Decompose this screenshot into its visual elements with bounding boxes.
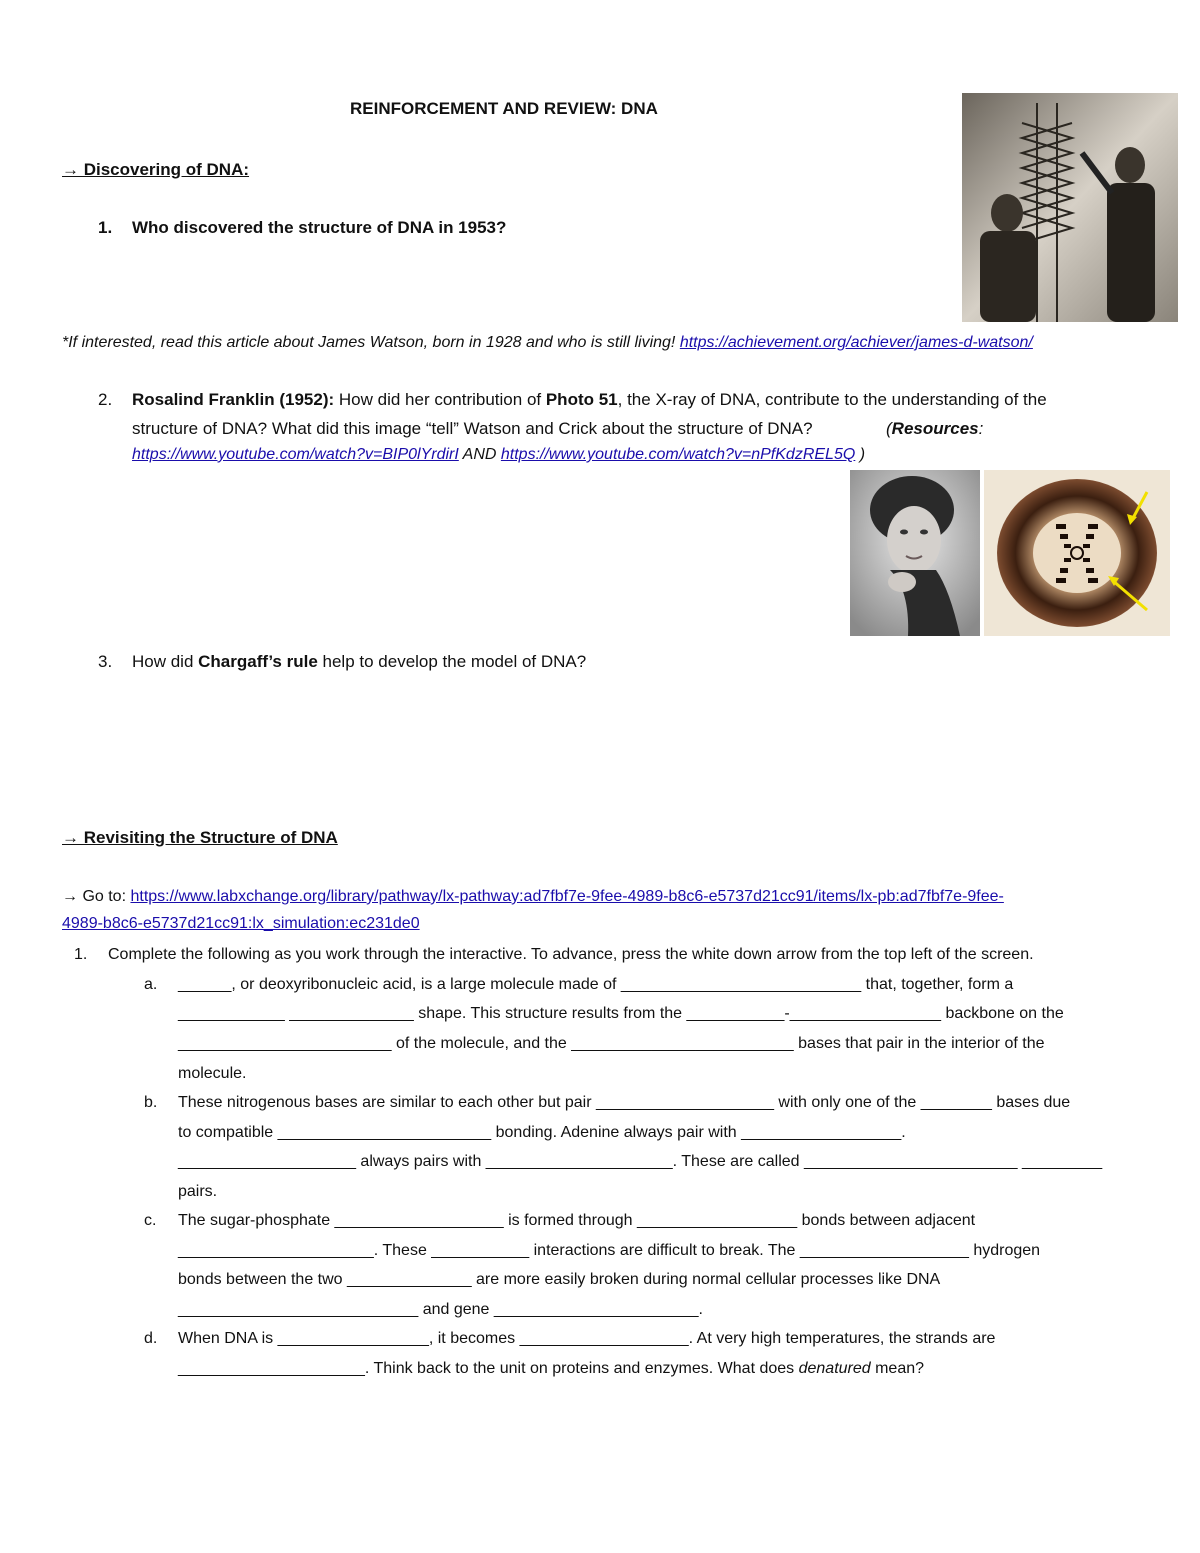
- q2-text-part2: , the X-ray of DNA, contribute to the understanding of the: [617, 390, 1047, 409]
- part-c-line-3: bonds between the two ______________ are more easily broken during normal cellular processes like DNA: [178, 1271, 941, 1288]
- rosalind-franklin-photo: [850, 470, 980, 636]
- part-a-label: a.: [144, 976, 158, 993]
- chargaff-rule-label: Chargaff’s rule: [198, 652, 318, 671]
- part-b-label: b.: [144, 1094, 158, 1111]
- youtube-link-1[interactable]: https://www.youtube.com/watch?v=BIP0lYrdirI: [132, 446, 459, 463]
- question-3-text: [132, 652, 586, 672]
- question-2-line1: [132, 390, 1047, 410]
- part-a-line-4: molecule.: [178, 1065, 247, 1082]
- goto-line-2: [62, 915, 420, 933]
- part-b-line-2: to compatible ________________________ bonding. Adenine always pair with __________________.: [178, 1124, 906, 1141]
- part-d-line-1: When DNA is _________________, it becomes ___________________. At very high temperatures, the strands are: [178, 1330, 996, 1347]
- page-title: REINFORCEMENT AND REVIEW: DNA: [350, 99, 658, 118]
- resources-word: Resources: [891, 419, 979, 438]
- watson-crick-photo: [962, 93, 1178, 322]
- q2-text-part1: How did her contribution of: [334, 390, 546, 409]
- question-2-number: 2.: [98, 390, 113, 409]
- part-d-line-2: [178, 1360, 924, 1378]
- question-3-number: 3.: [98, 652, 113, 671]
- goto-label: → Go to:: [62, 888, 131, 905]
- part-c-line-4: ___________________________ and gene _______________________.: [178, 1301, 703, 1318]
- q3-text-part1: How did: [132, 652, 199, 671]
- item-1-text: Complete the following as you work through the interactive. To advance, press the white down arrow from the top left of the screen.: [108, 946, 1034, 963]
- part-c-line-1: The sugar-phosphate ___________________ is formed through __________________ bonds between adjacent: [178, 1212, 976, 1229]
- resources-label: [886, 419, 983, 439]
- resources-close-paren: ): [855, 446, 866, 463]
- resources-open-paren: (: [886, 419, 892, 438]
- section-heading-revisiting: → Revisiting the Structure of DNA: [62, 828, 338, 847]
- rosalind-franklin-label: Rosalind Franklin (1952):: [132, 390, 335, 409]
- labxchange-link[interactable]: https://www.labxchange.org/library/pathway/lx-pathway:ad7fbf7e-9fee-4989-b8c6-e5737d21cc91/items/lx-pb:ad7fbf7e-9fee-: [130, 888, 1004, 905]
- question-1-number: 1.: [98, 218, 113, 237]
- part-a-line-2: ____________ ______________ shape. This structure results from the ___________-_________________ backbone on the: [178, 1005, 1064, 1022]
- question-2-links: [132, 446, 865, 464]
- photo-51-xray-image: [984, 470, 1170, 636]
- part-b-line-1: These nitrogenous bases are similar to each other but pair ____________________ with only one of the ________ bases due: [178, 1094, 1071, 1111]
- youtube-link-2[interactable]: https://www.youtube.com/watch?v=nPfKdzREL5Q: [500, 446, 856, 463]
- part-b-line-4: pairs.: [178, 1183, 218, 1200]
- part-d-line-2-end: mean?: [870, 1360, 925, 1377]
- denatured-word: denatured: [798, 1360, 871, 1377]
- watson-article-link[interactable]: https://achievement.org/achiever/james-d-watson/: [679, 334, 1033, 351]
- section-heading-discovering: → Discovering of DNA:: [62, 160, 250, 179]
- goto-line-1: [62, 888, 1004, 906]
- resources-colon: :: [978, 419, 984, 438]
- part-a-line-3: ________________________ of the molecule, and the _________________________ bases that pair in the interior of the: [178, 1035, 1045, 1052]
- part-c-label: c.: [144, 1212, 157, 1229]
- part-c-line-2: ______________________. These ___________ interactions are difficult to break. The ___________________ hydrogen: [178, 1242, 1041, 1259]
- labxchange-link-continued[interactable]: 4989-b8c6-e5737d21cc91:lx_simulation:ec231de0: [62, 915, 420, 932]
- part-d-label: d.: [144, 1330, 158, 1347]
- photo-51-label: Photo 51: [545, 390, 618, 409]
- and-text: AND: [458, 446, 501, 463]
- part-a-line-1: ______, or deoxyribonucleic acid, is a large molecule made of ___________________________ that, together, form a: [178, 976, 1014, 993]
- q3-text-part2: help to develop the model of DNA?: [317, 652, 587, 671]
- note-text: *If interested, read this article about James Watson, born in 1928 and who is still living!: [62, 334, 676, 351]
- question-1-text: Who discovered the structure of DNA in 1953?: [132, 218, 507, 237]
- part-d-line-2-text: _____________________. Think back to the unit on proteins and enzymes. What does: [178, 1360, 799, 1377]
- watson-article-note: [62, 334, 1033, 352]
- item-1-number: 1.: [74, 946, 88, 963]
- part-b-line-3: ____________________ always pairs with _____________________. These are called ________________________ _________: [178, 1153, 1103, 1170]
- question-2-line2: structure of DNA? What did this image “tell” Watson and Crick about the structure of DNA?: [132, 419, 813, 438]
